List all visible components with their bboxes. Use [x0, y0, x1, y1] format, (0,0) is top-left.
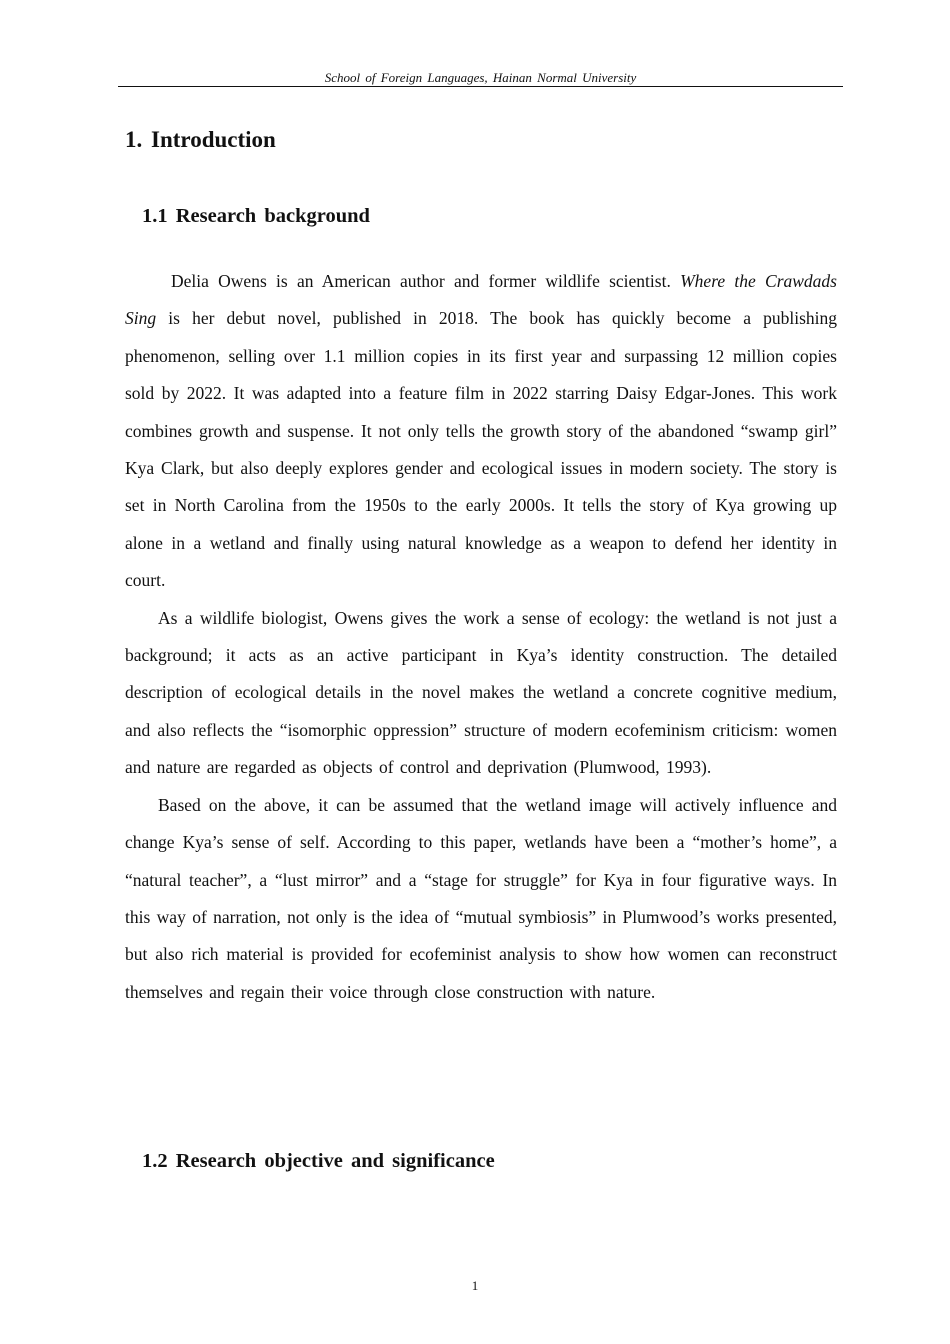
running-header: School of Foreign Languages, Hainan Normal University [324, 70, 637, 85]
body-text [125, 263, 837, 1011]
header-divider [118, 86, 843, 87]
paragraph-1 [125, 263, 837, 600]
page-number: 1 [471, 1278, 479, 1293]
book-title: Where the Crawdads Sing [125, 271, 837, 329]
paragraph-2: As a wildlife biologist, Owens gives the work a sense of ecology: the wetland is not just a background; it acts as an active participant in Kya’s identity construction. The detailed description of ecological details in the novel makes the wetland a concrete cognitive medium, and also reflects the “isomorphic oppression” structure of modern ecofeminism criticism: women and nature are regarded as objects of control and deprivation (Plumwood, 1993). [125, 607, 837, 778]
paragraph-3: Based on the above, it can be assumed that the wetland image will actively influence and change Kya’s sense of self. According to this paper, wetlands have been a “mother’s home”, a “natural teacher”, a “lust mirror” and a “stage for struggle” for Kya in four figurative ways. In this way of narration, not only is the idea of “mutual symbiosis” in Plumwood’s works presented, but also rich material is provided for ecofeminist analysis to show how women can reconstruct themselves and regain their voice through close construction with nature. [125, 794, 837, 1002]
paragraph-1-intro: Delia Owens is an American author and former wildlife scientist. [171, 271, 681, 291]
section-heading-research-background: 1.1 Research background [142, 205, 370, 227]
chapter-heading: 1. Introduction [125, 127, 276, 152]
paragraph-1-rest: is her debut novel, published in 2018. The book has quickly become a publishing phenomenon, selling over 1.1 million copies in its first year and surpassing 12 million copies sold by 2022. It was adapted into a feature film in 2022 starring Daisy Edgar-Jones. This work combines growth and suspense. It not only tells the growth story of the abandoned “swamp girl” Kya Clark, but also deeply explores gender and ecological issues in modern society. The story is set in North Carolina from the 1950s to the early 2000s. It tells the story of Kya growing up alone in a wetland and finally using natural knowledge as a weapon to defend her identity in court. [125, 308, 837, 591]
section-heading-objective-significance: 1.2 Research objective and significance [142, 1150, 495, 1172]
